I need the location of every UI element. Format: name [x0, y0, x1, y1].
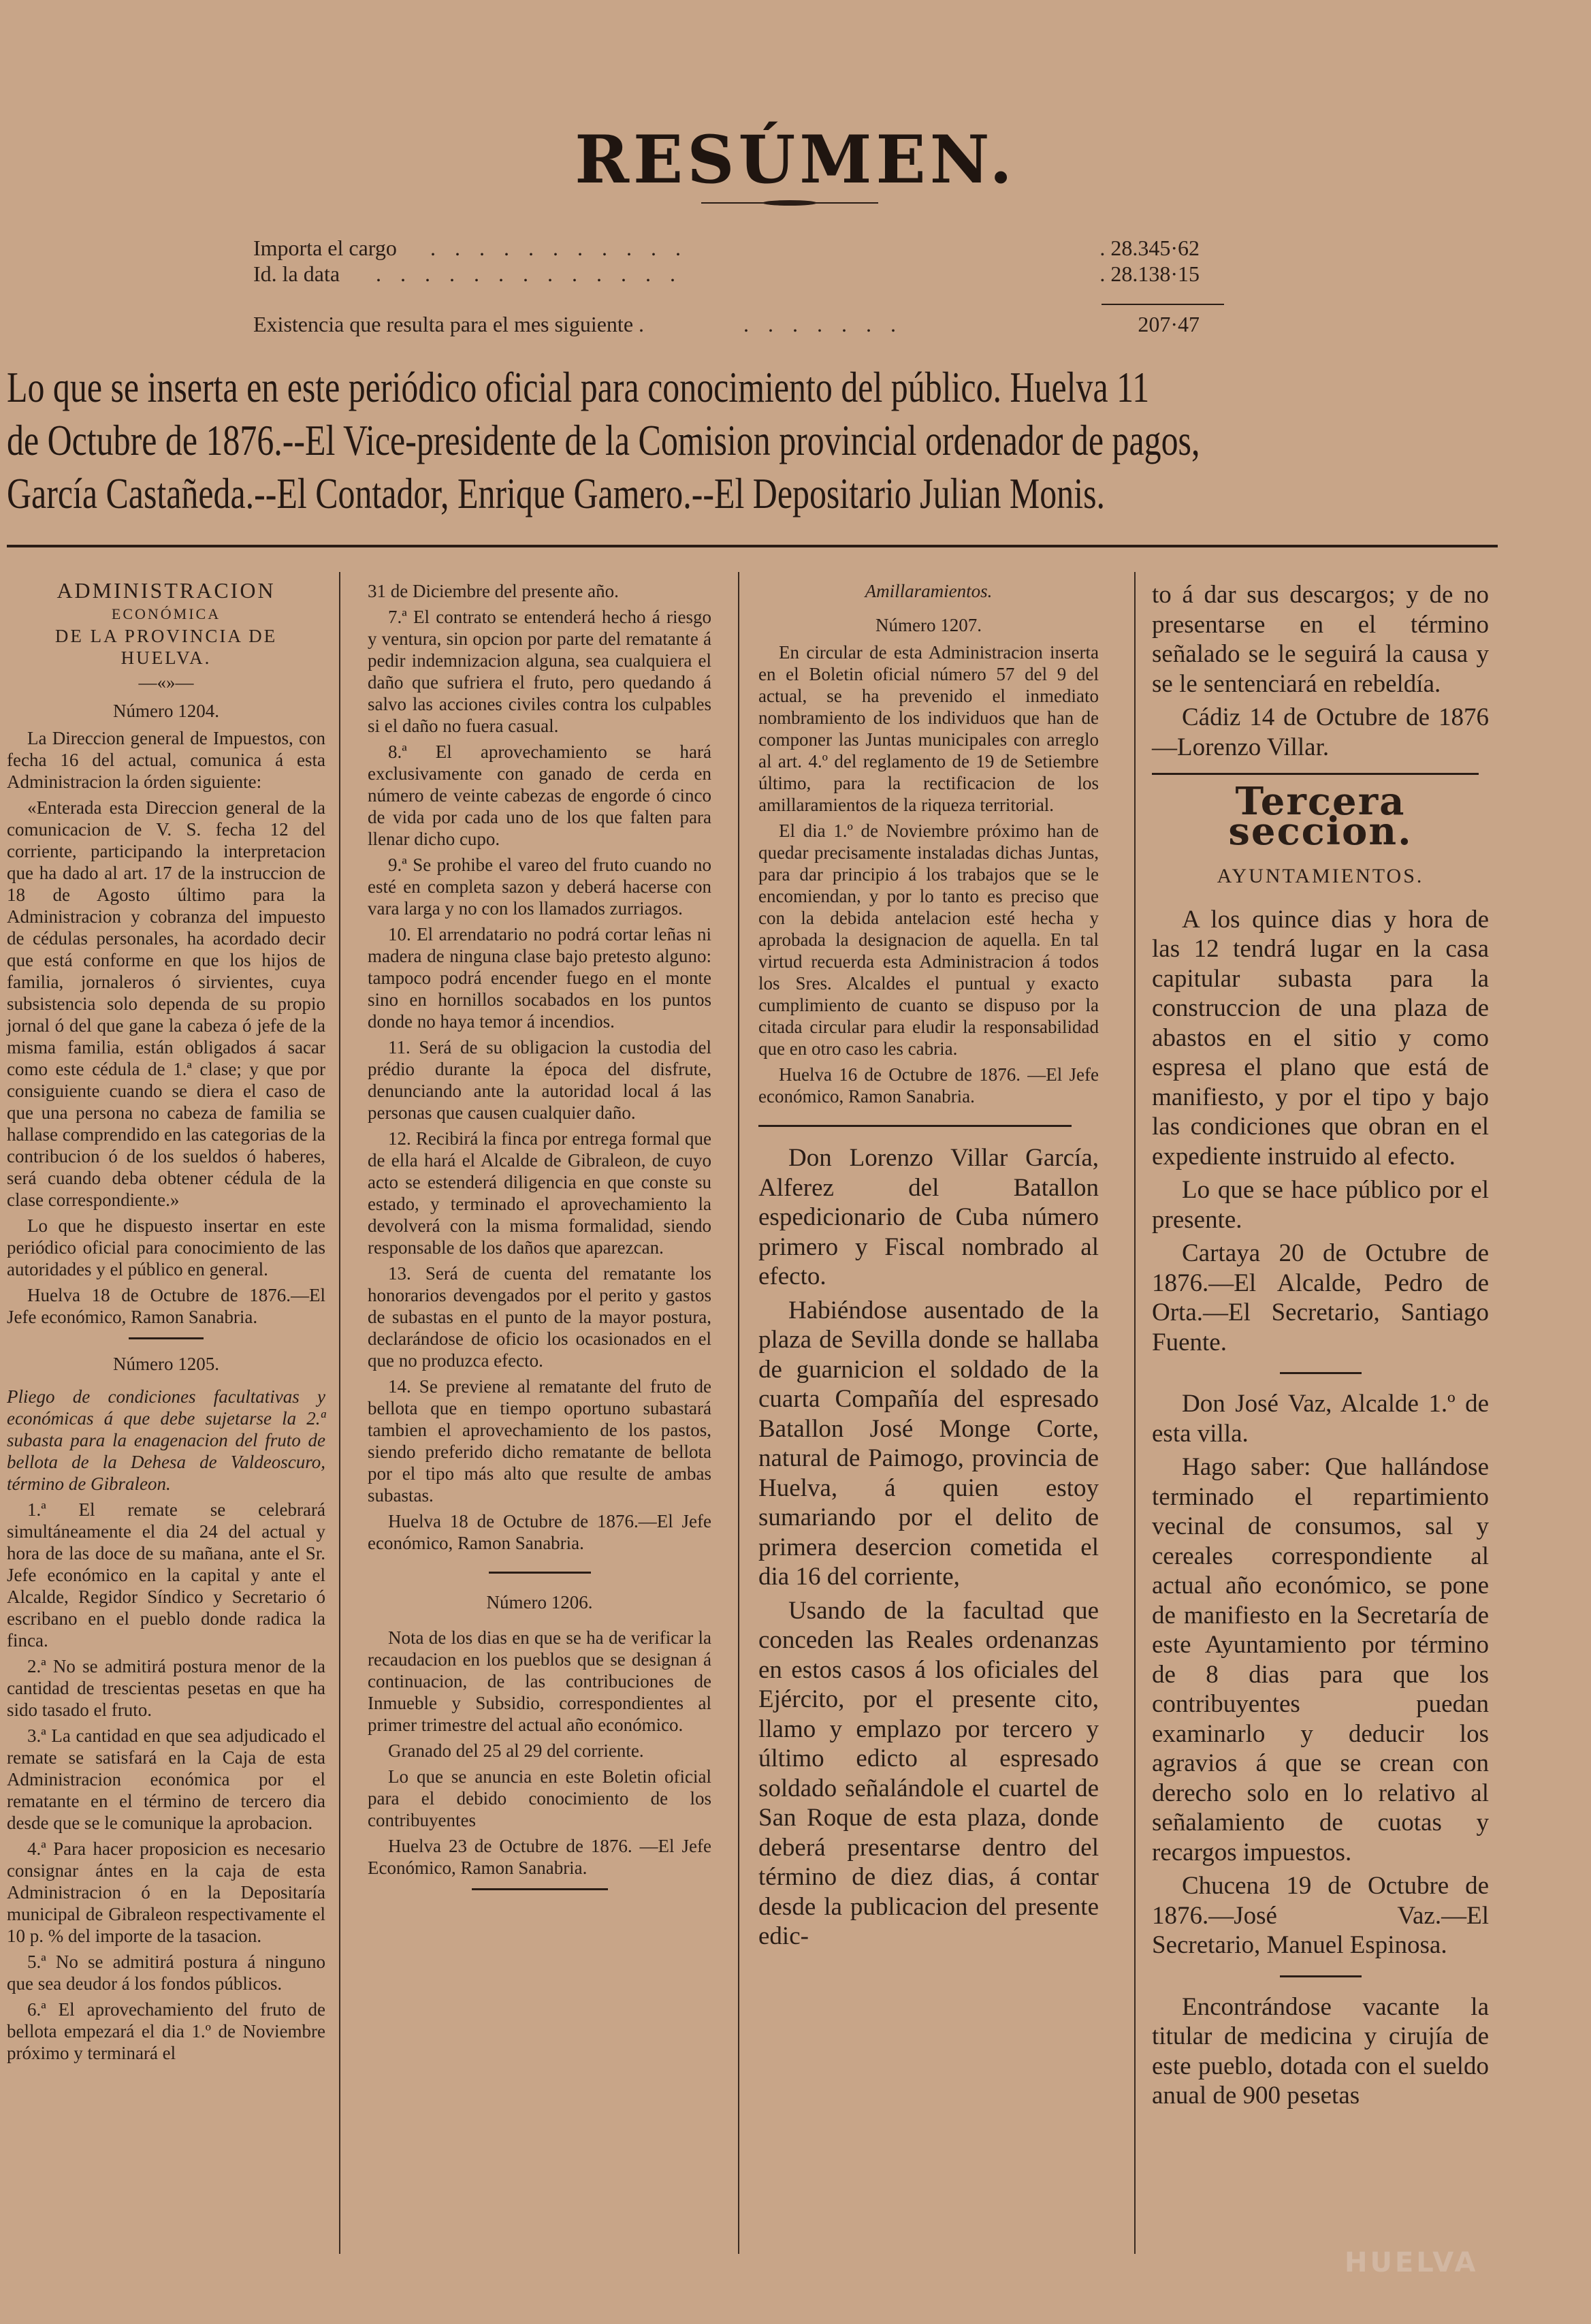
- admin-subheading: ECONÓMICA: [111, 605, 221, 622]
- notice-line: García Castañeda.--El Contador, Enrique Gamero.--El Depositario Julian Monis.: [7, 469, 1105, 518]
- condition: 8.ª El aprovechamiento se hará exclusivamente con ganado de cerda en número de veinte cabezas de engorde ó cinco de vida por cada uno de los que falten para llenar dicho cupo.: [368, 742, 711, 849]
- notice-number: Número 1206.: [486, 1592, 593, 1612]
- paragraph: A los quince dias y hora de las 12 tendrá lugar en la casa capitular subasta para la construccion de una plaza de abastos en el sitio y como espresa el plano que está de manifiesto, y por el tipo y bajo las condiciones que obran en el expediente instruido al efecto.: [1152, 905, 1489, 1171]
- paragraph: Lo que se anuncia en este Boletin oficial para el debido conocimiento de los contribuyentes: [368, 1766, 711, 1830]
- paragraph: La Direccion general de Impuestos, con fecha 16 del actual, comunica á esta Administracion la órden siguiente:: [7, 728, 325, 792]
- paragraph: Lo que he dispuesto insertar en este periódico oficial para conocimiento de las autoridades y el público en general.: [7, 1215, 325, 1279]
- summary-dots: . . . . . . . . . . .: [430, 236, 688, 260]
- summary-label: Existencia que resulta para el mes siguiente .: [253, 312, 645, 336]
- summary-row-data: [253, 261, 1234, 289]
- signature: Cartaya 20 de Octubre de 1876.—El Alcalde, Pedro de Orta.—El Secretario, Santiago Fuente.: [1152, 1239, 1489, 1356]
- paragraph: to á dar sus descargos; y de no presentarse en el término señalado se le seguirá la causa y se le sentenciará en rebeldía.: [1152, 581, 1489, 698]
- column-divider: [339, 572, 340, 2254]
- condition: 6.ª El aprovechamiento del fruto de bellota empezará el dia 1.º de Noviembre próximo y terminará el: [7, 1999, 325, 2063]
- condition: 10. El arrendatario no podrá cortar leñas ni madera de ninguna clase bajo pretesto alguno: tampoco podrá encender fuego en el monte sino en hornillos socabados en los puntos donde no haya temor á incendios.: [368, 924, 711, 1032]
- short-rule: [489, 1572, 591, 1574]
- section-subheading: Amillaramientos.: [865, 581, 993, 601]
- paragraph: Usando de la facultad que conceden las Reales ordenanzas en estos casos á los oficiales del Ejército, por el presente cito, llamo y emplazo por tercero y último edicto al espresado soldado señalándole el cuartel de San Roque de esta plaza, donde deberá presentarse dentro del término de diez dias, á contar desde la publicacion del presente edic-: [758, 1596, 1099, 1950]
- short-rule: [758, 1125, 1072, 1127]
- paragraph: Lo que se hace público por el presente.: [1152, 1176, 1489, 1234]
- condition: 3.ª La cantidad en que sea adjudicado el remate se satisfará en la Caja de esta Administracion económica por el rematante en el término de tercero dia desde que se le comunique la aprobacion.: [7, 1725, 325, 1833]
- notice-line: de Octubre de 1876.--El Vice-presidente de la Comision provincial ordenador de pagos,: [7, 416, 1200, 464]
- signature: Huelva 18 de Octubre de 1876.—El Jefe económico, Ramon Sanabria.: [368, 1511, 711, 1553]
- notice-number: Número 1205.: [113, 1354, 219, 1374]
- pliego-heading: Pliego de condiciones facultativas y económicas á que debe sujetarse la 2.ª subasta para la enagenacion del fruto de bellota de la Dehesa de Valdeoscuro, término de Gibraleon.: [7, 1386, 325, 1494]
- library-watermark-logo: [1345, 2247, 1562, 2302]
- column-divider: [738, 572, 739, 2254]
- paragraph: Hago saber: Que hallándose terminado el repartimiento vecinal de consumos, sal y cereales correspondiente al actual año económico, se pone de manifiesto en la Secretaría de este Ayuntamiento por término de 8 dias para que los contribuyentes puedan examinarlo y deducir los agravios á que se crean con derecho solo en lo relativo al señalamiento de cuotas y recargos impuestos.: [1152, 1453, 1489, 1866]
- short-rule: [1280, 1975, 1362, 1977]
- short-rule: [1152, 773, 1479, 775]
- short-rule: [472, 1888, 608, 1890]
- column-1: [7, 577, 325, 2068]
- summary-amount: . 28.138·15: [1099, 261, 1200, 286]
- signature: Chucena 19 de Octubre de 1876.—José Vaz.—El Secretario, Manuel Espinosa.: [1152, 1872, 1489, 1959]
- signature: Cádiz 14 de Octubre de 1876 —Lorenzo Villar.: [1152, 703, 1489, 761]
- signature: Huelva 18 de Octubre de 1876.—El Jefe económico, Ramon Sanabria.: [7, 1285, 325, 1327]
- condition: 9.ª Se prohibe el vareo del fruto cuando no esté en completa sazon y deberá hacerse con vara larga y no con los llamados zurriagos.: [368, 855, 711, 919]
- condition: 4.ª Para hacer proposicion es necesario consignar ántes en la caja de esta Administracion ó en la Depositaría municipal de Gibraleon respectivamente el 10 p. % del importe de la tasacion.: [7, 1838, 325, 1946]
- condition: 11. Será de su obligacion la custodia del prédio durante la época del disfrute, denunciando ante la autoridad local á las personas que causen cualquier daño.: [368, 1037, 711, 1123]
- column-4: [1152, 580, 1489, 2115]
- notice-line: Lo que se inserta en este periódico oficial para conocimiento del público. Huelva 11: [7, 363, 1150, 411]
- short-rule: [1280, 1372, 1362, 1374]
- watermark-text: HUELVA: [1345, 2247, 1479, 2278]
- official-notice: [7, 361, 1200, 520]
- summary-amount: 207·47: [1138, 312, 1200, 336]
- signature: Huelva 16 de Octubre de 1876. —El Jefe económico, Ramon Sanabria.: [758, 1064, 1099, 1107]
- summary-label: Id. la data: [253, 261, 340, 286]
- condition: 5.ª No se admitirá postura á ninguno que sea deudor á los fondos públicos.: [7, 1952, 325, 1994]
- condition: 13. Será de cuenta del rematante los honorarios devengados por el perito y gastos de subastas en el punto de la mayor postura, declarándose de oficio los ocasionados en el que no produzca efecto.: [368, 1263, 711, 1371]
- summary-row-cargo: [253, 236, 1234, 263]
- condition: 14. Se previene al rematante del fruto de bellota que en tiempo oportuno subastará tambien el aprovechamiento de los pastos, siendo preferido dicho rematante de bellota por el tipo más alto que resulte de ambas subastas.: [368, 1376, 711, 1506]
- summary-dots: . . . . . . . . . . . . .: [376, 261, 682, 286]
- page-title: RESÚMEN.: [575, 121, 1016, 198]
- column-divider: [1134, 572, 1136, 2254]
- paragraph: En circular de esta Administracion inserta en el Boletin oficial número 57 del 9 del actual, se ha prevenido el inmediato nombramiento de los individuos que han de componer las Juntas municipales con arreglo al art. 4.º del reglamento de 19 de Setiembre último, para la rectificacion de los amillaramientos de la riqueza territorial.: [758, 642, 1099, 815]
- column-3: [758, 580, 1099, 1956]
- condition: 1.ª El remate se celebrará simultáneamente el dia 24 del actual y hora de las doce de su mañana, ante el Sr. Jefe económico en la capital y ante el Alcalde, Regidor Síndico y Secretario ó escribano en el pueblo donde radica la finca.: [7, 1499, 325, 1651]
- summary-rule: [1102, 304, 1224, 305]
- condition-continued: 31 de Diciembre del presente año.: [368, 581, 619, 601]
- section-rule: [7, 545, 1498, 547]
- title-ornament: [701, 199, 878, 207]
- paragraph: Granado del 25 al 29 del corriente.: [388, 1740, 644, 1761]
- summary-amount: . 28.345·62: [1099, 236, 1200, 260]
- admin-province: DE LA PROVINCIA DE HUELVA.: [54, 626, 278, 668]
- paragraph: Don Lorenzo Villar García, Alferez del Batallon espedicionario de Cuba número primero y Fiscal nombrado al efecto.: [758, 1144, 1099, 1290]
- notice-number: Número 1207.: [875, 615, 982, 635]
- separator: —«»—: [138, 672, 194, 693]
- summary-dots: . . . . . . .: [743, 312, 903, 336]
- paragraph: Don José Vaz, Alcalde 1.º de esta villa.: [1152, 1390, 1489, 1448]
- condition: 7.ª El contrato se entenderá hecho á riesgo y ventura, sin opcion por parte del rematante á pedir indemnizacion alguna, sea cualquiera el daño que sufriera el fruto, pero quedando á salvo las acciones civiles contra los culpables si el daño no fuera casual.: [368, 607, 711, 736]
- admin-heading: ADMINISTRACION: [57, 578, 276, 603]
- section-heading: Tercera seccion.: [1228, 779, 1413, 854]
- summary-label: Importa el cargo: [253, 236, 397, 260]
- notice-number: Número 1204.: [113, 701, 219, 721]
- paragraph: Nota de los dias en que se ha de verificar la recaudacion en los pueblos que se designan á continuacion, de las contribuciones de Inmueble y Subsidio, correspondientes al primer trimestre del actual año económico.: [368, 1627, 711, 1735]
- summary-row-existencia: [253, 312, 1234, 339]
- paragraph: El dia 1.º de Noviembre próximo han de quedar precisamente instaladas dichas Juntas, para dar principio á los trabajos que se le encomiendan, y por lo tanto es preciso que con la debida antelacion esté hecha y aprobada la designacion de aquella. En tal virtud recuerda esta Administracion á todos los Sres. Alcaldes el puntual y exacto cumplimiento de cuanto se dispuso por la citada circular para eludir la responsabilidad que en otro caso les cabria.: [758, 821, 1099, 1059]
- section-subheading: AYUNTAMIENTOS.: [1217, 865, 1424, 887]
- paragraph: Encontrándose vacante la titular de medicina y cirujía de este pueblo, dotada con el sueldo anual de 900 pesetas: [1152, 1992, 1489, 2110]
- paragraph: Habiéndose ausentado de la plaza de Sevilla donde se hallaba de guarnicion el soldado de la cuarta Compañía del espresado Batallon José Monge Corte, natural de Paimogo, provincia de Huelva, á quien estoy sumariando por el delito de primera desercion cometida el dia 16 del corriente,: [758, 1296, 1099, 1591]
- condition: 2.ª No se admitirá postura menor de la cantidad de trescientas pesetas en que ha sido tasado el fruto.: [7, 1656, 325, 1720]
- signature: Huelva 23 de Octubre de 1876. —El Jefe Económico, Ramon Sanabria.: [368, 1836, 711, 1878]
- column-2: [368, 580, 711, 1900]
- short-rule: [129, 1337, 204, 1339]
- condition: 12. Recibirá la finca por entrega formal que de ella hará el Alcalde de Gibraleon, de cuyo acto se estenderá diligencia en que conste su estado, y terminado el aprovechamiento la devolverá con la misma formalidad, siendo responsable de los daños que aparezcan.: [368, 1128, 711, 1258]
- paragraph: «Enterada esta Direccion general de la comunicacion de V. S. fecha 12 del corriente, participando la interpretacion que ha dado al art. 17 de la instruccion de 18 de Agosto último para la Administracion y cobranza del impuesto de cédulas personales, ha acordado decir que está conforme en que los hijos de familia, jornaleros ó sirvientes, cuya subsistencia solo dependa de su propio jornal ó del que gane la cabeza ó jefe de la misma familia, están obligados á sacar como este cédula de 1.ª clase; y que por consiguiente cuando se diera el caso de que una persona no cabeza de familia se hallase comprendido en las categorias de la contribucion ó de los sueldos ó haberes, será cuando deba obtener cédula de la clase correspondiente.»: [7, 797, 325, 1210]
